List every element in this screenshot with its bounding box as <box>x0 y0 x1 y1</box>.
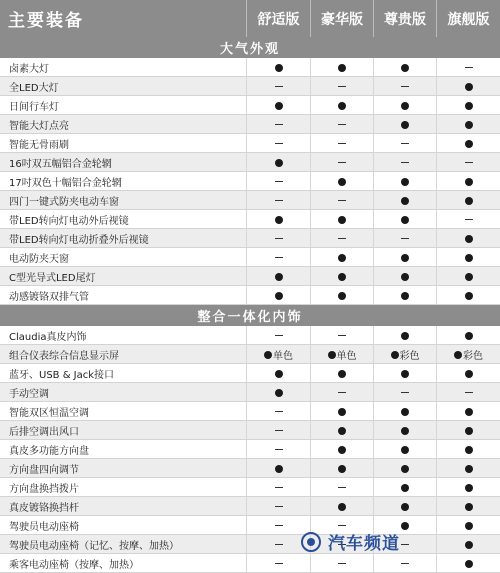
availability-cell <box>373 286 436 305</box>
availability-cell <box>436 191 500 210</box>
standard-dot-icon <box>465 83 473 91</box>
availability-cell <box>310 383 373 402</box>
availability-cell <box>246 153 310 172</box>
availability-cell <box>310 77 373 96</box>
availability-cell <box>310 535 373 554</box>
feature-name: 16吋双五幅铝合金轮辋 <box>9 159 112 170</box>
availability-cell <box>436 326 500 345</box>
availability-cell <box>310 345 373 364</box>
feature-name: 方向盘换挡拨片 <box>9 484 79 495</box>
standard-dot-icon <box>401 446 409 454</box>
standard-dot-icon <box>465 178 473 186</box>
availability-cell <box>373 191 436 210</box>
table-row <box>0 383 500 402</box>
standard-dot-icon <box>401 64 409 72</box>
availability-cell <box>436 478 500 497</box>
table-row <box>0 326 500 345</box>
standard-dot-icon <box>275 465 283 473</box>
standard-dot-icon <box>401 254 409 262</box>
feature-name: 驾驶员电动座椅（记忆、按摩、加热） <box>9 541 179 552</box>
feature-name: 后排空调出风口 <box>9 427 79 438</box>
availability-cell <box>436 172 500 191</box>
standard-dot-icon <box>465 484 473 492</box>
trim-header: 舒适版 <box>246 0 310 37</box>
table-row <box>0 267 500 286</box>
standard-dot-icon <box>338 273 346 281</box>
not-available-dash-icon <box>465 219 473 220</box>
standard-dot-icon <box>465 522 473 530</box>
availability-cell <box>373 402 436 421</box>
feature-name: Claudia真皮内饰 <box>9 332 87 343</box>
availability-cell <box>246 115 310 134</box>
availability-cell <box>436 248 500 267</box>
trim-header: 旗舰版 <box>436 0 500 37</box>
standard-dot-icon <box>465 503 473 511</box>
table-row <box>0 535 500 554</box>
standard-dot-icon <box>465 121 473 129</box>
feature-name: 全LED大灯 <box>9 83 59 94</box>
standard-dot-icon <box>338 408 346 416</box>
availability-cell <box>310 267 373 286</box>
availability-cell <box>436 286 500 305</box>
standard-dot-icon <box>465 332 473 340</box>
standard-dot-icon <box>275 389 283 397</box>
not-available-dash-icon <box>338 335 346 336</box>
standard-dot-icon <box>465 408 473 416</box>
not-available-dash-icon <box>401 544 409 545</box>
availability-note: 单色 <box>336 351 357 362</box>
availability-cell <box>436 153 500 172</box>
availability-cell <box>310 153 373 172</box>
not-available-dash-icon <box>275 181 283 182</box>
feature-name: 带LED转向灯电动外后视镜 <box>9 216 129 227</box>
availability-cell <box>246 497 310 516</box>
availability-cell <box>246 516 310 535</box>
availability-cell <box>373 535 436 554</box>
standard-dot-icon <box>465 235 473 243</box>
not-available-dash-icon <box>401 563 409 564</box>
availability-cell <box>246 535 310 554</box>
availability-cell <box>310 497 373 516</box>
table-row <box>0 134 500 153</box>
standard-dot-icon <box>338 292 346 300</box>
not-available-dash-icon <box>338 392 346 393</box>
standard-dot-icon <box>338 465 346 473</box>
availability-cell <box>436 345 500 364</box>
not-available-dash-icon <box>338 200 346 201</box>
not-available-dash-icon <box>275 86 283 87</box>
feature-name: 日间行车灯 <box>9 102 59 113</box>
standard-dot-icon <box>465 560 473 568</box>
availability-cell <box>373 153 436 172</box>
feature-name: 智能大灯点亮 <box>9 121 69 132</box>
availability-cell <box>436 364 500 383</box>
not-available-dash-icon <box>338 124 346 125</box>
standard-dot-icon <box>401 522 409 530</box>
table-row <box>0 459 500 478</box>
availability-cell <box>310 459 373 478</box>
availability-cell <box>436 77 500 96</box>
not-available-dash-icon <box>338 86 346 87</box>
availability-cell <box>373 497 436 516</box>
availability-cell <box>246 58 310 77</box>
availability-cell <box>373 210 436 229</box>
availability-cell <box>436 440 500 459</box>
table-row <box>0 554 500 573</box>
not-available-dash-icon <box>401 392 409 393</box>
not-available-dash-icon <box>338 162 346 163</box>
standard-dot-icon <box>275 159 283 167</box>
availability-cell <box>246 326 310 345</box>
table-row <box>0 440 500 459</box>
not-available-dash-icon <box>275 563 283 564</box>
availability-cell <box>436 497 500 516</box>
availability-cell <box>246 229 310 248</box>
not-available-dash-icon <box>275 544 283 545</box>
availability-cell <box>436 267 500 286</box>
availability-cell <box>246 421 310 440</box>
availability-cell <box>246 210 310 229</box>
feature-name: 智能无骨雨刷 <box>9 140 69 151</box>
availability-cell <box>246 77 310 96</box>
availability-cell <box>246 383 310 402</box>
standard-dot-icon <box>401 121 409 129</box>
feature-name: 蓝牙、USB & Jack接口 <box>9 370 115 381</box>
standard-dot-icon <box>275 216 283 224</box>
standard-dot-icon <box>275 370 283 378</box>
not-available-dash-icon <box>338 563 346 564</box>
availability-cell <box>310 229 373 248</box>
section-header: 整合一体化内饰 <box>0 305 500 326</box>
availability-cell <box>310 402 373 421</box>
not-available-dash-icon <box>338 544 346 545</box>
feature-name: 组合仪表综合信息显示屏 <box>9 351 119 362</box>
availability-cell <box>436 535 500 554</box>
feature-name: 驾驶员电动座椅 <box>9 522 79 533</box>
not-available-dash-icon <box>275 411 283 412</box>
not-available-dash-icon <box>338 525 346 526</box>
table-row <box>0 402 500 421</box>
availability-cell <box>246 286 310 305</box>
table-row <box>0 345 500 364</box>
availability-cell <box>373 326 436 345</box>
availability-cell <box>436 383 500 402</box>
availability-cell <box>310 134 373 153</box>
not-available-dash-icon <box>275 200 283 201</box>
not-available-dash-icon <box>275 430 283 431</box>
table-row <box>0 77 500 96</box>
feature-name: 17吋双色十幅铝合金轮辋 <box>9 178 122 189</box>
availability-cell <box>246 96 310 115</box>
availability-note: 单色 <box>273 351 293 362</box>
standard-dot-icon <box>401 292 409 300</box>
table-row <box>0 497 500 516</box>
availability-cell <box>246 402 310 421</box>
availability-cell <box>246 554 310 573</box>
standard-dot-icon <box>338 64 346 72</box>
not-available-dash-icon <box>465 392 473 393</box>
not-available-dash-icon <box>401 143 409 144</box>
standard-dot-icon <box>401 484 409 492</box>
feature-name: 乘客电动座椅（按摩、加热） <box>9 560 139 571</box>
availability-cell <box>310 326 373 345</box>
availability-note: 彩色 <box>463 351 483 362</box>
standard-dot-icon <box>401 216 409 224</box>
table-row <box>0 172 500 191</box>
not-available-dash-icon <box>275 525 283 526</box>
standard-dot-icon <box>465 541 473 549</box>
watermark-text: 汽车频道 <box>328 534 400 554</box>
table-row <box>0 191 500 210</box>
not-available-dash-icon <box>275 257 283 258</box>
trim-header: 尊贵版 <box>373 0 436 37</box>
availability-cell <box>246 191 310 210</box>
feature-name: 手动空调 <box>9 389 49 400</box>
availability-cell <box>246 172 310 191</box>
availability-cell <box>373 345 436 364</box>
availability-cell <box>310 191 373 210</box>
table-row <box>0 421 500 440</box>
table-row <box>0 58 500 77</box>
feature-name: 方向盘四向调节 <box>9 465 79 476</box>
availability-cell <box>310 96 373 115</box>
availability-cell <box>436 554 500 573</box>
availability-cell <box>373 459 436 478</box>
standard-dot-icon <box>328 351 336 359</box>
not-available-dash-icon <box>275 335 283 336</box>
availability-cell <box>310 58 373 77</box>
availability-cell <box>436 96 500 115</box>
availability-cell <box>310 115 373 134</box>
standard-dot-icon <box>338 427 346 435</box>
table-row <box>0 248 500 267</box>
availability-cell <box>246 345 310 364</box>
availability-cell <box>436 210 500 229</box>
availability-cell <box>310 286 373 305</box>
not-available-dash-icon <box>465 67 473 68</box>
feature-name: 真皮多功能方向盘 <box>9 446 89 457</box>
trim-header: 豪华版 <box>310 0 373 37</box>
availability-cell <box>246 478 310 497</box>
availability-cell <box>310 172 373 191</box>
availability-cell <box>436 229 500 248</box>
availability-cell <box>373 115 436 134</box>
table-row <box>0 364 500 383</box>
not-available-dash-icon <box>275 449 283 450</box>
table-row <box>0 516 500 535</box>
availability-note: 彩色 <box>399 351 420 362</box>
standard-dot-icon <box>264 351 272 359</box>
availability-cell <box>436 402 500 421</box>
availability-cell <box>436 58 500 77</box>
standard-dot-icon <box>401 102 409 110</box>
standard-dot-icon <box>401 332 409 340</box>
standard-dot-icon <box>338 254 346 262</box>
standard-dot-icon <box>465 446 473 454</box>
availability-cell <box>436 516 500 535</box>
table-row <box>0 286 500 305</box>
standard-dot-icon <box>338 102 346 110</box>
availability-cell <box>310 248 373 267</box>
standard-dot-icon <box>275 64 283 72</box>
standard-dot-icon <box>338 178 346 186</box>
feature-name: 带LED转向灯电动折叠外后视镜 <box>9 235 149 246</box>
feature-name: 真皮镀铬换挡杆 <box>9 503 79 514</box>
feature-name: 四门一键式防夹电动车窗 <box>9 197 119 208</box>
standard-dot-icon <box>401 465 409 473</box>
availability-cell <box>310 364 373 383</box>
standard-dot-icon <box>275 292 283 300</box>
availability-cell <box>246 248 310 267</box>
availability-cell <box>373 440 436 459</box>
table-row <box>0 96 500 115</box>
standard-dot-icon <box>338 503 346 511</box>
not-available-dash-icon <box>275 143 283 144</box>
availability-cell <box>310 421 373 440</box>
availability-cell <box>373 77 436 96</box>
availability-cell <box>310 478 373 497</box>
availability-cell <box>436 459 500 478</box>
availability-cell <box>373 172 436 191</box>
table-row <box>0 153 500 172</box>
standard-dot-icon <box>465 273 473 281</box>
not-available-dash-icon <box>275 506 283 507</box>
availability-cell <box>436 134 500 153</box>
standard-dot-icon <box>275 273 283 281</box>
not-available-dash-icon <box>338 143 346 144</box>
availability-cell <box>246 459 310 478</box>
availability-cell <box>373 229 436 248</box>
standard-dot-icon <box>401 273 409 281</box>
standard-dot-icon <box>338 446 346 454</box>
feature-name: C型光导式LED尾灯 <box>9 273 96 284</box>
availability-cell <box>246 440 310 459</box>
feature-name: 电动防夹天窗 <box>9 254 69 265</box>
not-available-dash-icon <box>401 86 409 87</box>
not-available-dash-icon <box>338 238 346 239</box>
availability-cell <box>373 58 436 77</box>
availability-cell <box>436 115 500 134</box>
standard-dot-icon <box>401 178 409 186</box>
standard-dot-icon <box>465 427 473 435</box>
not-available-dash-icon <box>401 238 409 239</box>
standard-dot-icon <box>401 427 409 435</box>
not-available-dash-icon <box>275 487 283 488</box>
standard-dot-icon <box>454 351 462 359</box>
table-title: 主要装备 <box>0 0 246 37</box>
standard-dot-icon <box>338 370 346 378</box>
availability-cell <box>310 210 373 229</box>
availability-cell <box>310 516 373 535</box>
standard-dot-icon <box>338 216 346 224</box>
availability-cell <box>246 267 310 286</box>
not-available-dash-icon <box>275 124 283 125</box>
standard-dot-icon <box>465 140 473 148</box>
availability-cell <box>373 383 436 402</box>
availability-cell <box>373 478 436 497</box>
availability-cell <box>373 421 436 440</box>
feature-name: 卤素大灯 <box>9 64 49 75</box>
feature-name: 动感镀铬双排气管 <box>9 292 89 303</box>
availability-cell <box>373 96 436 115</box>
standard-dot-icon <box>401 370 409 378</box>
standard-dot-icon <box>465 465 473 473</box>
standard-dot-icon <box>465 102 473 110</box>
availability-cell <box>246 134 310 153</box>
feature-name: 智能双区恒温空调 <box>9 408 89 419</box>
availability-cell <box>373 516 436 535</box>
availability-cell <box>310 554 373 573</box>
availability-cell <box>310 440 373 459</box>
standard-dot-icon <box>275 102 283 110</box>
not-available-dash-icon <box>465 162 473 163</box>
table-row <box>0 478 500 497</box>
availability-cell <box>436 421 500 440</box>
standard-dot-icon <box>465 254 473 262</box>
standard-dot-icon <box>401 197 409 205</box>
standard-dot-icon <box>465 370 473 378</box>
availability-cell <box>246 364 310 383</box>
section-header: 大气外观 <box>0 37 500 58</box>
table-row <box>0 210 500 229</box>
availability-cell <box>373 364 436 383</box>
not-available-dash-icon <box>275 238 283 239</box>
standard-dot-icon <box>401 503 409 511</box>
standard-dot-icon <box>465 292 473 300</box>
availability-cell <box>373 134 436 153</box>
not-available-dash-icon <box>338 487 346 488</box>
standard-dot-icon <box>401 408 409 416</box>
table-row <box>0 229 500 248</box>
availability-cell <box>373 248 436 267</box>
not-available-dash-icon <box>401 162 409 163</box>
standard-dot-icon <box>391 351 399 359</box>
availability-cell <box>373 267 436 286</box>
standard-dot-icon <box>465 197 473 205</box>
availability-cell <box>373 554 436 573</box>
table-row <box>0 115 500 134</box>
